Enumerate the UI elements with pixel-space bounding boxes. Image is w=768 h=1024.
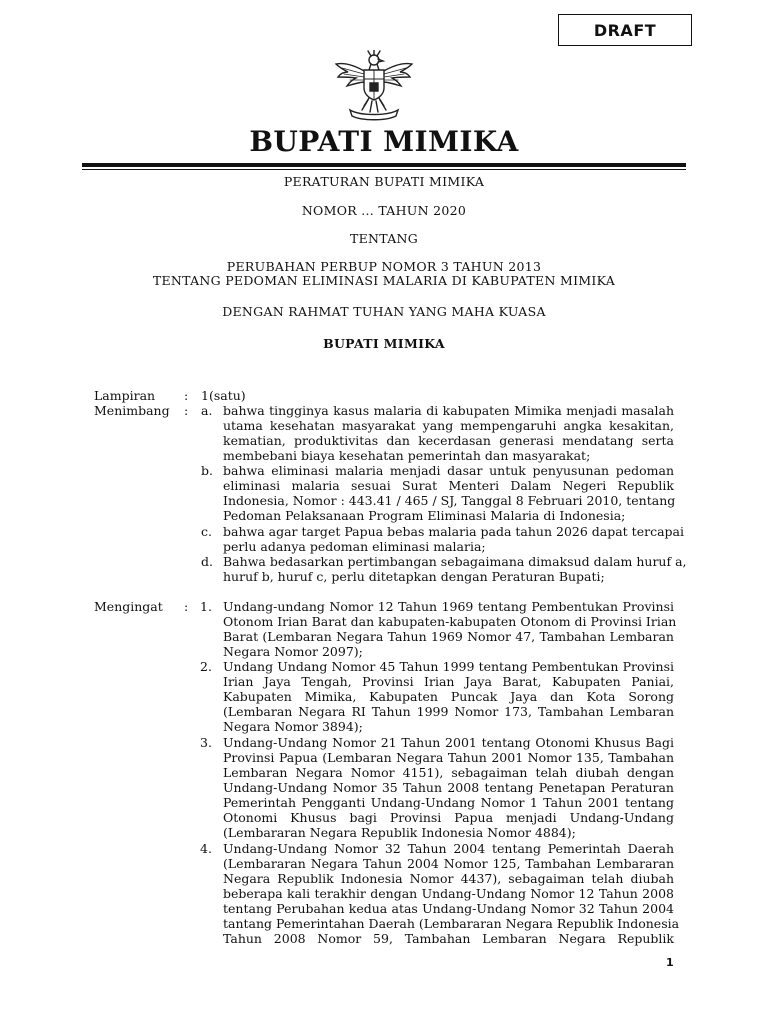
about-heading: TENTANG xyxy=(349,231,419,246)
mengingat-4-line: beberapa kali terakhir dengan Undang-Undang Nomor 12 Tahun 2008 xyxy=(223,886,674,901)
regulation-heading: PERATURAN BUPATI MIMIKA xyxy=(283,174,485,189)
mengingat-1-line: Otonom Irian Barat dan kabupaten-kabupaten Otonom di Provinsi Irian xyxy=(223,614,677,629)
mengingat-1-line: Negara Nomor 2097); xyxy=(223,644,363,659)
lampiran-label: Lampiran xyxy=(94,388,156,403)
page-title: BUPATI MIMIKA xyxy=(249,125,519,158)
mengingat-1-line: Barat (Lembaran Negara Tahun 1969 Nomor 47, Tambahan Lembaran xyxy=(223,629,674,644)
mengingat-3-line: Undang-Undang Nomor 35 Tahun 2008 tentang Penetapan Peraturan xyxy=(223,780,674,795)
mengingat-2-line: (Lembaran Negara RI Tahun 1999 Nomor 173, Tambahan Lembaran xyxy=(223,704,674,719)
mengingat-4-line: tentang Perubahan kedua atas Undang-Undang Nomor 32 Tahun 2004 xyxy=(223,901,674,916)
mengingat-2-line: Kabupaten Mimika, Kabupaten Puncak Jaya dan Kota Sorong xyxy=(223,689,674,704)
menimbang-b-line: Pedoman Pelaksanaan Program Eliminasi Malaria di Indonesia; xyxy=(223,508,626,523)
mengingat-marker-2: 2. xyxy=(200,659,212,674)
mengingat-3-line: Pemerintah Pengganti Undang-Undang Nomor 1 Tahun 2001 tentang xyxy=(223,795,674,810)
menimbang-a-line: bahwa tingginya kasus malaria di kabupaten Mimika menjadi masalah xyxy=(223,403,674,418)
menimbang-d-line: huruf b, huruf c, perlu ditetapkan dengan Peraturan Bupati; xyxy=(223,569,605,584)
mengingat-2-line: Irian Jaya Tengah, Provinsi Irian Jaya Barat, Kabupaten Paniai, xyxy=(223,674,674,689)
mengingat-4-line: tantang Pemerintahan Daerah (Lembararan Negara Republik Indonesia xyxy=(223,916,680,931)
menimbang-b-line: bahwa eliminasi malaria menjadi dasar untuk penyusunan pedoman xyxy=(223,463,674,478)
menimbang-marker-b: b. xyxy=(201,463,213,478)
mengingat-2-line: Undang Undang Nomor 45 Tahun 1999 tentang Pembentukan Provinsi xyxy=(223,659,674,674)
lampiran-colon: : xyxy=(184,388,189,403)
menimbang-a-line: membebani biaya kesehatan pemerintah dan masyarakat; xyxy=(223,448,591,463)
mengingat-2-line: Negara Nomor 3894); xyxy=(223,719,363,734)
title-rule-thick xyxy=(82,163,686,167)
mengingat-3-line: Otonomi Khusus bagi Provinsi Papua menjadi Undang-Undang xyxy=(223,810,674,825)
subject-line-2: TENTANG PEDOMAN ELIMINASI MALARIA DI KABUPATEN MIMIKA xyxy=(152,273,616,288)
menimbang-c-line: perlu adanya pedoman eliminasi malaria; xyxy=(223,539,486,554)
menimbang-a-line: utama kesehatan masyarakat yang mempengaruhi angka kesakitan, xyxy=(223,418,674,433)
page-number: 1 xyxy=(666,956,674,969)
grace-line: DENGAN RAHMAT TUHAN YANG MAHA KUASA xyxy=(222,304,546,319)
mengingat-marker-1: 1. xyxy=(200,599,212,614)
menimbang-b-line: eliminasi malaria sesuai Surat Menteri Dalam Negeri Republik xyxy=(223,478,674,493)
mengingat-marker-3: 3. xyxy=(200,735,212,750)
menimbang-b-line: Indonesia, Nomor : 443.41 / 465 / SJ, Tanggal 8 Februari 2010, tentang xyxy=(223,493,676,508)
menimbang-label: Menimbang xyxy=(94,403,170,418)
regulation-number: NOMOR ... TAHUN 2020 xyxy=(301,203,467,218)
authority-heading: BUPATI MIMIKA xyxy=(323,336,445,351)
title-rule-thin xyxy=(82,169,686,170)
mengingat-marker-4: 4. xyxy=(200,841,212,856)
mengingat-label: Mengingat xyxy=(94,599,163,614)
mengingat-4-line: Negara Republik Indonesia Nomor 4437), sebagaiman telah diubah xyxy=(223,871,674,886)
menimbang-a-line: kematian, produktivitas dan kecerdasan generasi mendatang serta xyxy=(223,433,674,448)
draft-stamp: DRAFT xyxy=(558,14,692,46)
mengingat-1-line: Undang-undang Nomor 12 Tahun 1969 tentang Pembentukan Provinsi xyxy=(223,599,674,614)
mengingat-3-line: Provinsi Papua (Lembaran Negara Tahun 2001 Nomor 135, Tambahan xyxy=(223,750,674,765)
mengingat-colon: : xyxy=(184,599,189,614)
menimbang-colon: : xyxy=(184,403,189,418)
lampiran-value: 1(satu) xyxy=(201,388,246,403)
menimbang-marker-d: d. xyxy=(201,554,213,569)
menimbang-marker-c: c. xyxy=(201,524,212,539)
menimbang-marker-a: a. xyxy=(201,403,213,418)
subject-line-1: PERUBAHAN PERBUP NOMOR 3 TAHUN 2013 xyxy=(226,259,542,274)
mengingat-4-line: Undang-Undang Nomor 32 Tahun 2004 tentang Pemerintah Daerah xyxy=(223,841,674,856)
mengingat-3-line: Lembaran Negara Nomor 4151), sebagaiman telah diubah dengan xyxy=(223,765,674,780)
mengingat-4-line: (Lembararan Negara Tahun 2004 Nomor 125, Tambahan Lembararan xyxy=(223,856,674,871)
menimbang-d-line: Bahwa bedasarkan pertimbangan sebagaimana dimaksud dalam huruf a, xyxy=(223,554,687,569)
mengingat-3-line: Undang-Undang Nomor 21 Tahun 2001 tentang Otonomi Khusus Bagi xyxy=(223,735,674,750)
mengingat-3-line: (Lembararan Negara Republik Indonesia Nomor 4884); xyxy=(223,825,576,840)
garuda-emblem-icon xyxy=(334,50,414,122)
mengingat-4-line: Tahun 2008 Nomor 59, Tambahan Lembaran Negara Republik xyxy=(223,931,674,946)
menimbang-c-line: bahwa agar target Papua bebas malaria pada tahun 2026 dapat tercapai xyxy=(223,524,684,539)
